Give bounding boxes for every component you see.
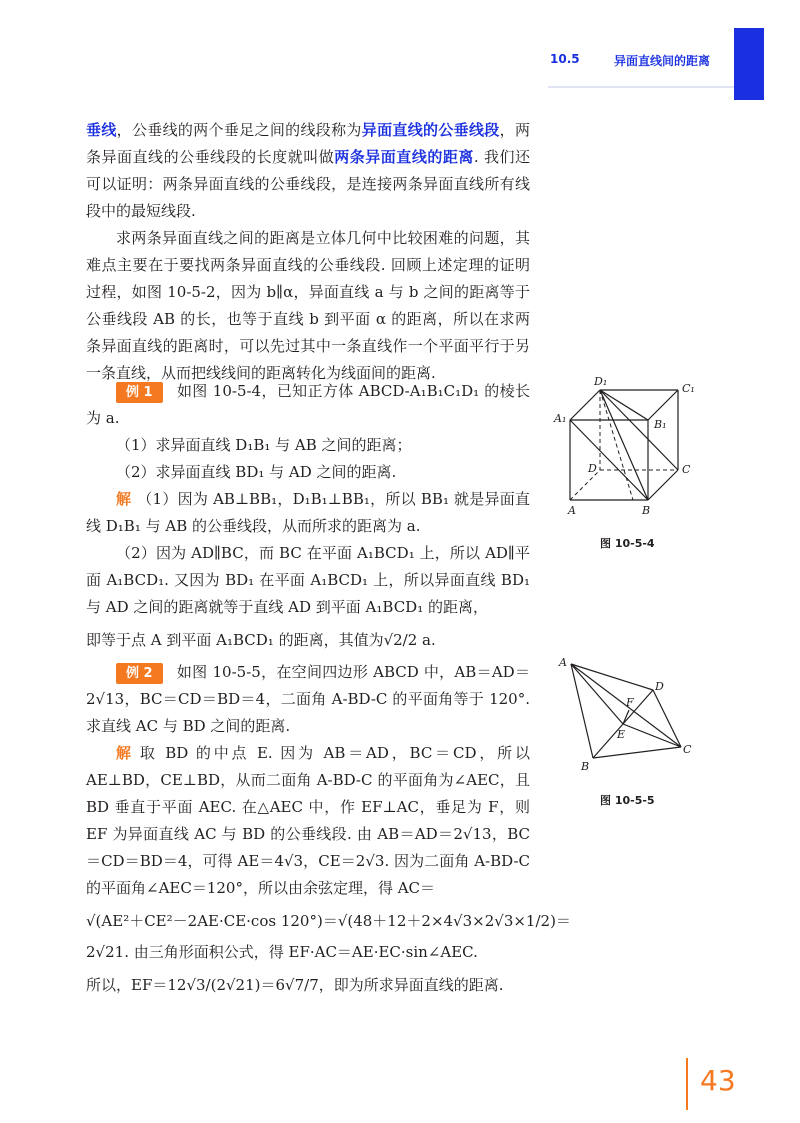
p1-text-d: ，两条异面直线的公垂线段的长度就叫做: [86, 121, 530, 166]
example-1-question-2: （2）求异面直线 BD₁ 与 AD 之间的距离.: [116, 463, 397, 481]
example-2-badge: 例 2: [116, 663, 163, 684]
figure-1-caption: 图 10-5-4: [600, 537, 655, 550]
label-D: D: [655, 680, 664, 693]
header-blue-tab: [734, 28, 764, 100]
example-1-statement: [86, 378, 530, 432]
page-number: 43: [700, 1064, 736, 1097]
label-A1: A₁: [554, 412, 567, 425]
solution-label: 解: [116, 744, 134, 762]
example-1-text: 如图 10-5-4，已知正方体 ABCD-A₁B₁C₁D₁ 的棱长为 a.: [86, 382, 530, 427]
example-1-question-1: （1）求异面直线 D₁B₁ 与 AB 之间的距离；: [116, 436, 412, 454]
example-1-badge: 例 1: [116, 382, 163, 403]
example-2-solution-3: 2√21. 由三角形面积公式，得 EF·AC＝AE·EC·sin∠AEC.: [86, 943, 478, 961]
paragraph-1: [86, 117, 530, 225]
example-1-solution-1: [86, 486, 530, 540]
p1-text-f: . 我们还可以证明：两条异面直线的公垂线段，是连接两条异面直线所有线段中的最短线段.: [86, 148, 530, 220]
example-2-solution-4: 所以，EF＝12√3/(2√21)＝6√7/7，即为所求异面直线的距离.: [86, 976, 504, 994]
example-1-solution-1-text: （1）因为 AB⊥BB₁，D₁B₁⊥BB₁，所以 BB₁ 就是异面直线 D₁B₁ 与 AB 的公垂线段，从而所求的距离为 a.: [86, 490, 530, 535]
label-B1: B₁: [654, 418, 667, 431]
term-common-perpendicular-segment: 异面直线的公垂线段: [361, 121, 500, 139]
example-1-solution-3: 即等于点 A 到平面 A₁BCD₁ 的距离，其值为√2/2 a.: [86, 631, 436, 649]
label-C: C: [682, 463, 691, 476]
section-number: 10.5: [550, 52, 580, 66]
label-D1: D₁: [594, 375, 608, 388]
label-F: F: [626, 696, 634, 709]
label-B: B: [581, 760, 590, 773]
example-1: [86, 378, 530, 654]
label-E: E: [617, 728, 626, 741]
label-C1: C₁: [682, 382, 695, 395]
label-A: A: [559, 656, 567, 669]
example-2-statement: [86, 659, 530, 740]
example-2-solution-1: [86, 740, 530, 902]
term-perpendicular: 垂线: [86, 121, 117, 139]
p1-text-b: ，公垂线的两个垂足之间的线段称为: [116, 121, 362, 139]
label-A: A: [568, 504, 576, 517]
term-skew-line-distance: 两条异面直线的距离: [334, 148, 474, 166]
solution-label: 解: [116, 490, 132, 508]
cube-figure: [548, 372, 708, 522]
example-2-text: 如图 10-5-5，在空间四边形 ABCD 中，AB＝AD＝2√13，BC＝CD＝BD＝4，二面角 A-BD-C 的平面角等于 120°. 求直线 AC 与 BD 之间的距离.: [86, 663, 530, 735]
header-underline: [548, 86, 734, 88]
example-2-solution-1-text: 取 BD 的中点 E. 因为 AB＝AD，BC＝CD，所以 AE⊥BD，CE⊥BD，从而二面角 A-BD-C 的平面角为∠AEC，且 BD 垂直于平面 AEC. 在△AEC 中，作 EF⊥AC，垂足为 F，则 EF 为异面直线 AC 与 BD 的公垂线段. 由 AB＝AD＝2√13，BC＝CD＝BD＝4，可得 AE＝4√3，CE＝2√3. 因为二面角 A-BD-C 的平面角∠AEC＝120°，所以由余弦定理，得 AC＝: [86, 744, 530, 897]
example-2-formula: √(AE²＋CE²－2AE·CE·cos 120°)＝√(48＋12＋2×4√3×2√3×1/2)＝: [86, 912, 571, 930]
label-B: B: [642, 504, 651, 517]
page-number-rule: [686, 1058, 688, 1110]
figure-2-caption: 图 10-5-5: [600, 794, 655, 807]
label-D: D: [588, 462, 597, 475]
example-2: [86, 659, 571, 999]
label-C: C: [683, 743, 692, 756]
paragraph-2: 求两条异面直线之间的距离是立体几何中比较困难的问题，其难点主要在于要找两条异面直线的公垂线段. 回顾上述定理的证明过程，如图 10-5-2，因为 b∥α，异面直线 a 与 b 之间的距离等于公垂线段 AB 的长，也等于直线 b 到平面 α 的距离，所以在求两条异面直线的距离时，可以先过其中一条直线作一个平面平行于另一条直线，从而把线线间的距离转化为线面间的距离.: [86, 229, 530, 382]
tetrahedron-figure: [555, 652, 705, 777]
section-title: 异面直线间的距离: [614, 54, 711, 68]
intro-text: [86, 117, 530, 387]
example-1-solution-2: （2）因为 AD∥BC，而 BC 在平面 A₁BCD₁ 上，所以 AD∥平面 A₁BCD₁. 又因为 BD₁ 在平面 A₁BCD₁ 上，所以异面直线 BD₁ 与 AD 之间的距离就等于直线 AD 到平面 A₁BCD₁ 的距离，: [86, 544, 530, 616]
